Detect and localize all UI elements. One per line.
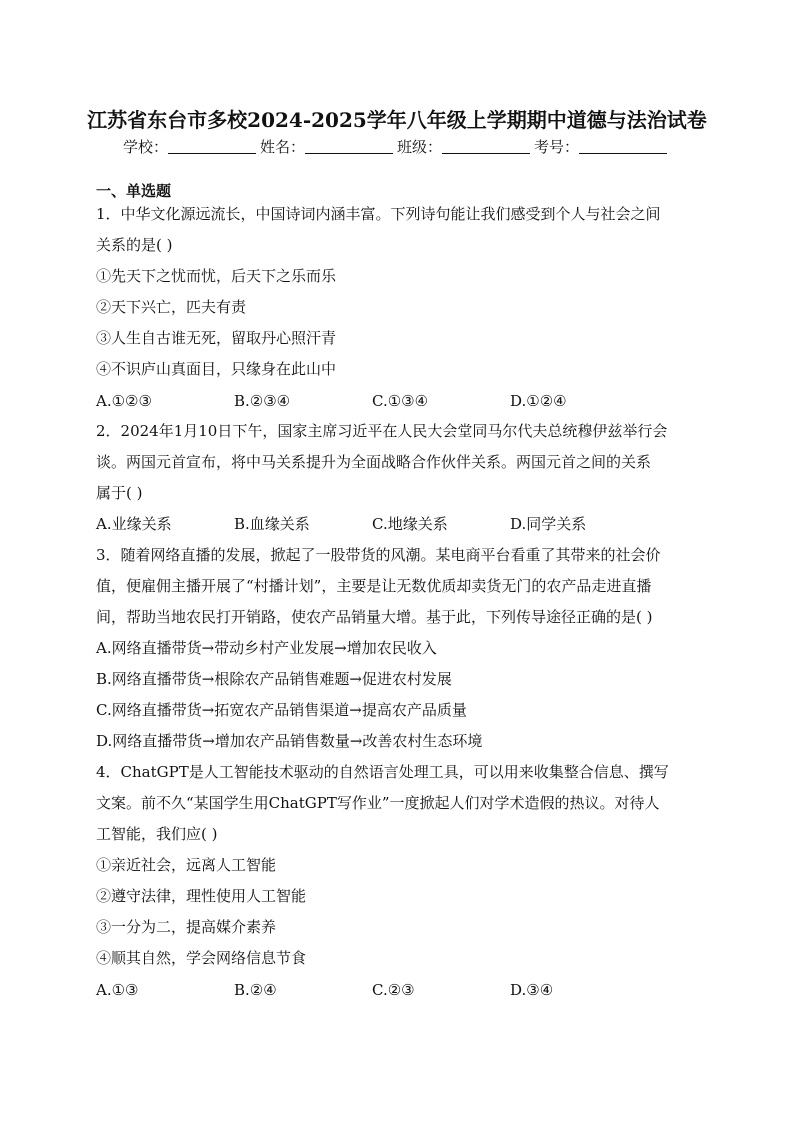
question-2-option-c[interactable]: C.地缘关系 — [372, 515, 448, 533]
question-1-option-b[interactable]: B.②③④ — [234, 392, 291, 410]
question-1-item-3: ③人生自古谁无死，留取丹心照汗青 — [96, 329, 337, 347]
school-blank[interactable] — [168, 139, 256, 154]
school-label: 学校： — [122, 138, 168, 156]
question-4-option-c[interactable]: C.②③ — [372, 981, 415, 999]
question-2-line-2: 谈。两国元首宣布，将中马关系提升为全面战略合作伙伴关系。两国元首之间的关系 — [96, 453, 652, 471]
question-3-option-d[interactable]: D.网络直播带货→增加农产品销售数量→改善农村生态环境 — [96, 732, 483, 750]
question-4-line-2: 文案。前不久“某国学生用ChatGPT写作业”一度掀起人们对学术造假的热议。对待人 — [96, 794, 660, 812]
question-4-item-3: ③一分为二，提高媒介素养 — [96, 918, 277, 936]
question-4-option-a[interactable]: A.①③ — [96, 981, 139, 999]
question-3-line-1: 3．随着网络直播的发展，掀起了一股带货的风潮。某电商平台看重了其带来的社会价 — [96, 546, 661, 564]
question-1-option-a[interactable]: A.①②③ — [96, 392, 152, 410]
question-4-line-3: 工智能，我们应( ) — [96, 825, 218, 843]
question-3-line-2: 值，便雇佣主播开展了“村播计划”，主要是让无数优质却卖货无门的农产品走进直播 — [96, 577, 652, 595]
question-3-option-c[interactable]: C.网络直播带货→拓宽农产品销售渠道→提高农产品质量 — [96, 701, 467, 719]
section-title: 一、单选题 — [96, 182, 172, 200]
question-4-option-d[interactable]: D.③④ — [510, 981, 554, 999]
question-1-line-1: 1．中华文化源远流长，中国诗词内涵丰富。下列诗句能让我们感受到个人与社会之间 — [96, 205, 661, 223]
question-3-option-b[interactable]: B.网络直播带货→根除农产品销售难题→促进农村发展 — [96, 670, 452, 688]
student-info-row — [0, 136, 794, 157]
question-1-option-d[interactable]: D.①②④ — [510, 392, 567, 410]
exam-no-blank[interactable] — [579, 139, 667, 154]
question-2-option-b[interactable]: B.血缘关系 — [234, 515, 310, 533]
question-2-line-3: 属于( ) — [96, 484, 143, 502]
exam-no-label: 考号： — [534, 138, 580, 156]
name-blank[interactable] — [305, 139, 393, 154]
question-3-line-3: 间，帮助当地农民打开销路，使农产品销量大增。基于此，下列传导途径正确的是( ) — [96, 608, 653, 626]
question-3-option-a[interactable]: A.网络直播带货→带动乡村产业发展→增加农民收入 — [96, 639, 437, 657]
question-2-line-1: 2．2024年1月10日下午，国家主席习近平在人民大会堂同马尔代夫总统穆伊兹举行会 — [96, 422, 668, 440]
question-2-option-a[interactable]: A.业缘关系 — [96, 515, 172, 533]
question-4-line-1: 4．ChatGPT是人工智能技术驱动的自然语言处理工具，可以用来收集整合信息、撰写 — [96, 763, 669, 781]
question-4-item-2: ②遵守法律，理性使用人工智能 — [96, 887, 307, 905]
question-2-option-d[interactable]: D.同学关系 — [510, 515, 587, 533]
question-1-line-2: 关系的是( ) — [96, 236, 173, 254]
exam-title: 江苏省东台市多校2024-2025学年八年级上学期期中道德与法治试卷 — [87, 108, 707, 132]
question-1-item-2: ②天下兴亡，匹夫有责 — [96, 298, 247, 316]
question-1-item-1: ①先天下之忧而忧，后天下之乐而乐 — [96, 267, 337, 285]
name-label: 姓名： — [259, 138, 305, 156]
class-blank[interactable] — [442, 139, 530, 154]
question-4-option-b[interactable]: B.②④ — [234, 981, 277, 999]
question-1-option-c[interactable]: C.①③④ — [372, 392, 429, 410]
question-4-item-1: ①亲近社会，远离人工智能 — [96, 856, 277, 874]
question-4-item-4: ④顺其自然，学会网络信息节食 — [96, 949, 307, 967]
question-1-item-4: ④不识庐山真面目，只缘身在此山中 — [96, 360, 337, 378]
class-label: 班级： — [397, 138, 443, 156]
